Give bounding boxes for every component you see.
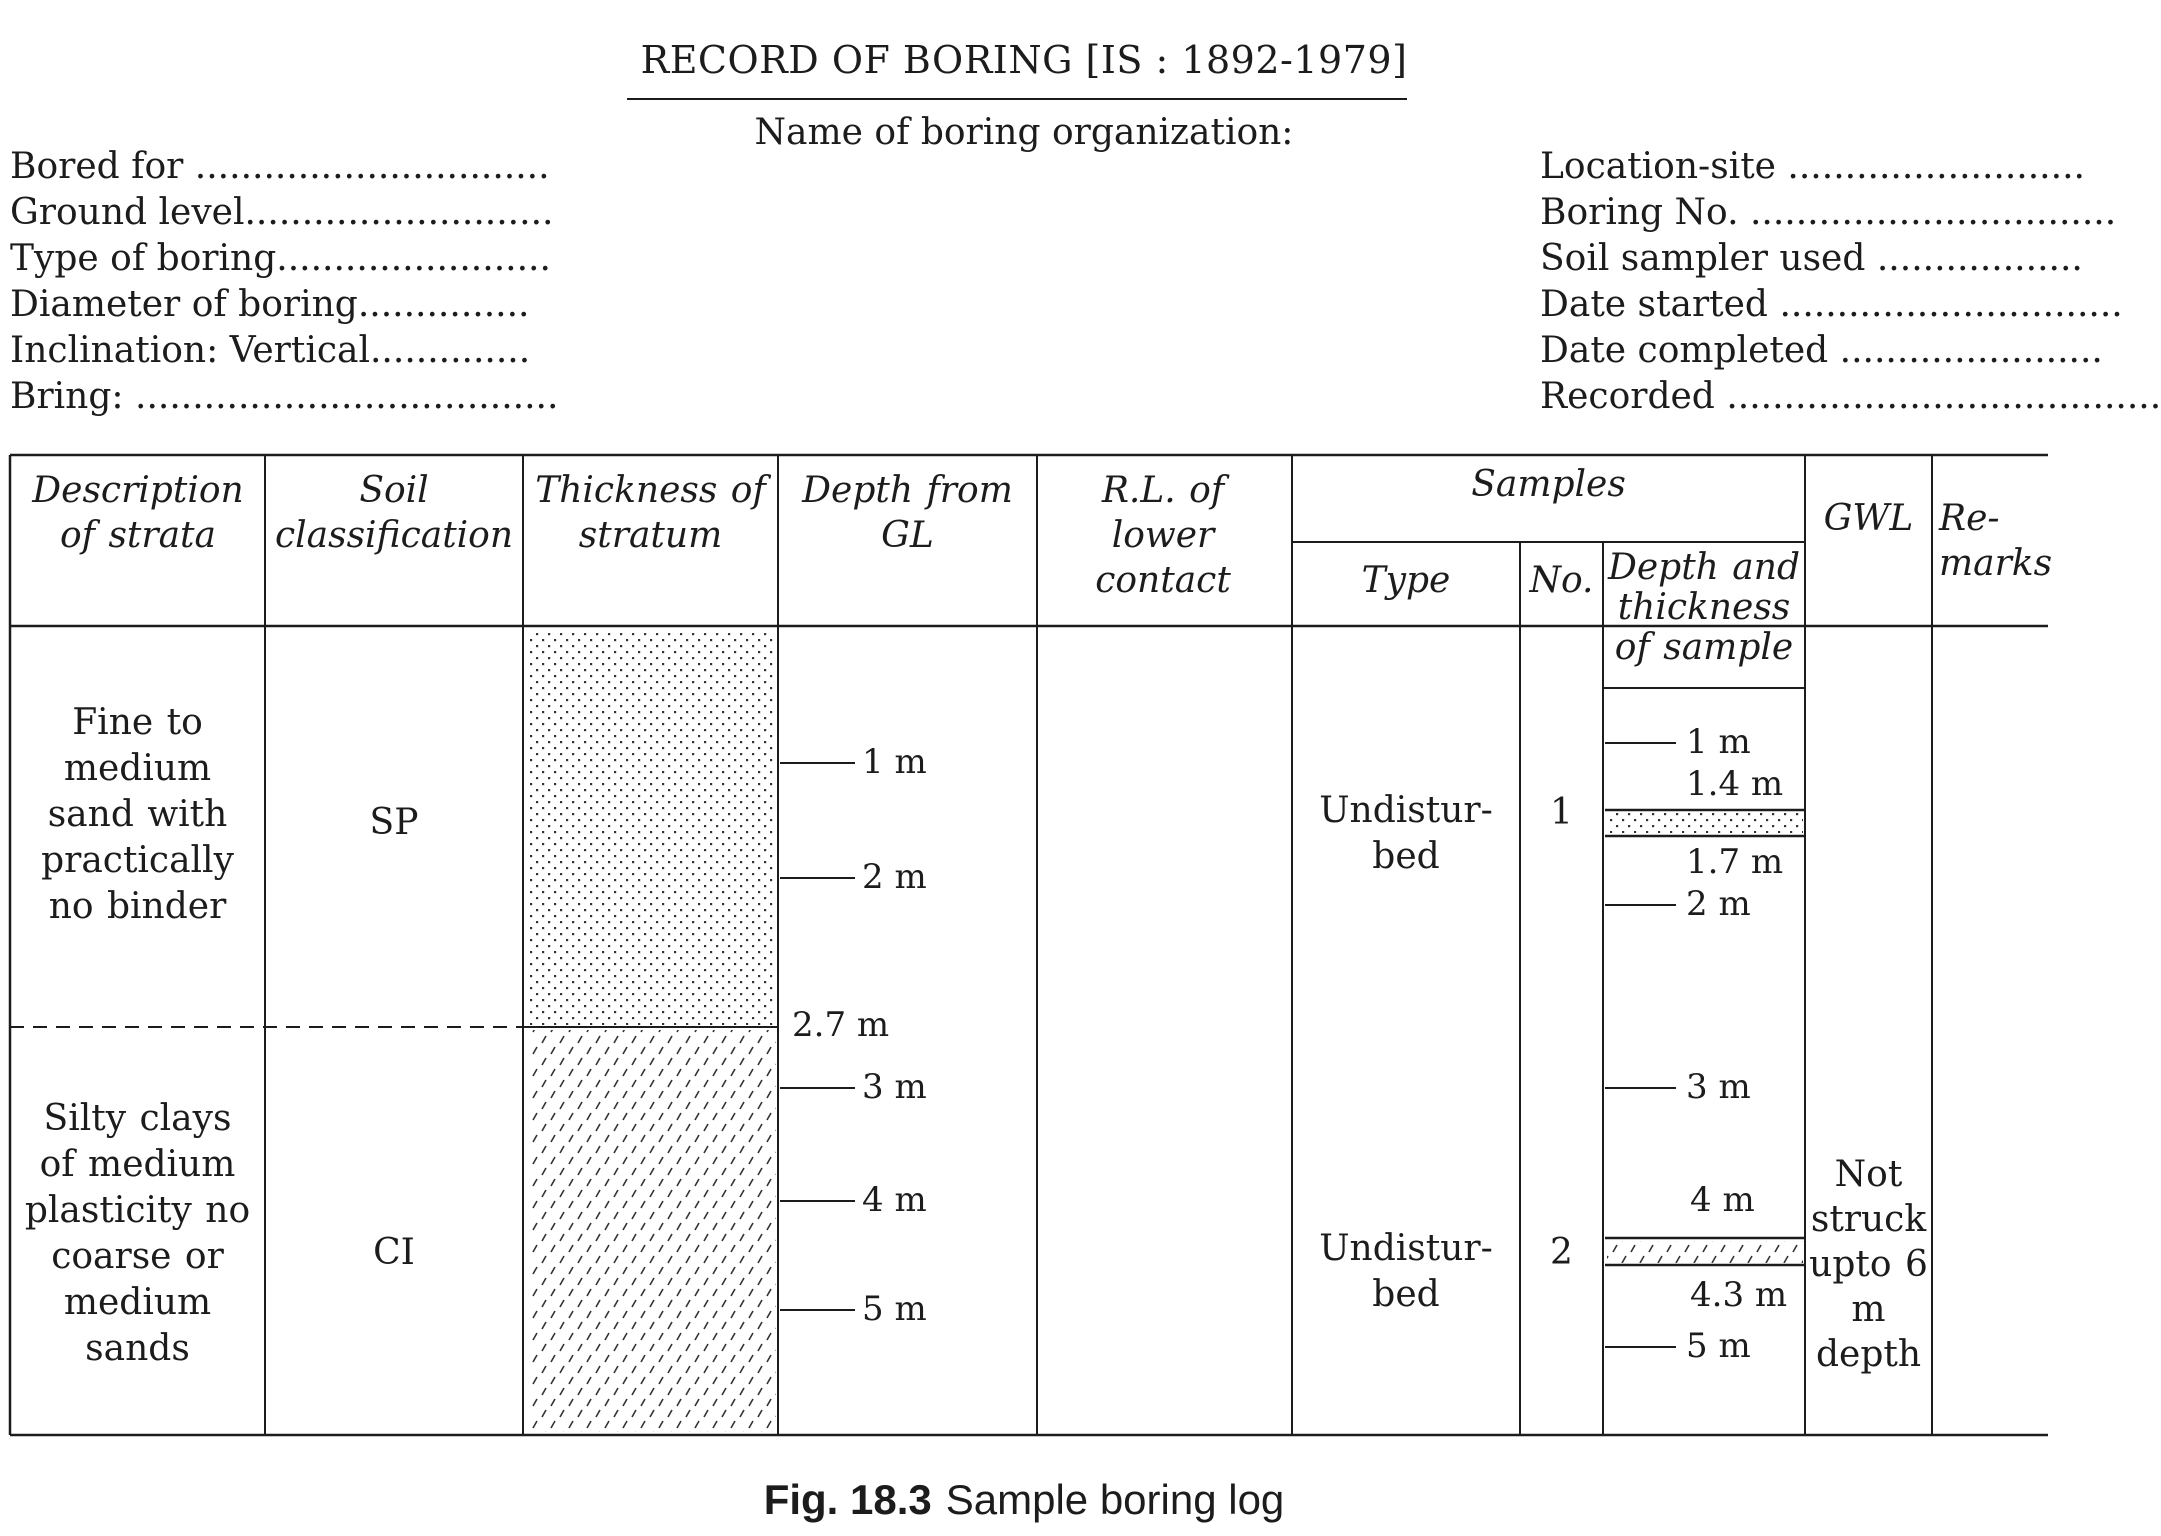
- header-soil-classification: Soil classification: [274, 470, 514, 556]
- field-recorded: Recorded ......................................: [1540, 376, 2161, 417]
- depth-mark: 2 m: [862, 857, 927, 897]
- field-ground-level: Ground level...........................: [10, 192, 554, 233]
- stratum-2-description: Silty clays of medium plasticity no coarse or medium sands: [24, 1098, 251, 1369]
- sample-2-top-depth: 4 m: [1690, 1180, 1755, 1220]
- sample-2-type: Undistur- bed: [1319, 1228, 1493, 1315]
- sample-2-bottom-depth: 4.3 m: [1690, 1275, 1788, 1315]
- stratum-boundary-depth: 2.7 m: [792, 1005, 890, 1045]
- stratum-1-description: Fine to medium sand with practically no binder: [41, 702, 234, 927]
- sample-1-no: 1: [1550, 792, 1573, 833]
- organization-label: Name of boring organization:: [754, 112, 1294, 153]
- header-type: Type: [1361, 560, 1451, 601]
- sample-2-no: 2: [1550, 1232, 1573, 1273]
- field-type-of-boring: Type of boring........................: [10, 238, 551, 279]
- depth-mark: 3 m: [862, 1067, 927, 1107]
- figure-caption: [0, 1476, 2048, 1524]
- sample-depth-mark: 3 m: [1686, 1067, 1751, 1107]
- depth-mark: 5 m: [862, 1289, 927, 1329]
- sample-1-bottom-depth: 1.7 m: [1686, 842, 1784, 882]
- field-inclination: Inclination: Vertical..............: [10, 330, 531, 371]
- field-soil-sampler: Soil sampler used ..................: [1540, 238, 2083, 279]
- stratum-1-classification: SP: [369, 802, 419, 843]
- field-location-site: Location-site ..........................: [1540, 146, 2085, 187]
- sample-1-type: Undistur- bed: [1319, 790, 1493, 877]
- sample-depth-mark: 5 m: [1686, 1326, 1751, 1366]
- figure-number: Fig. 18.3: [763, 1476, 932, 1523]
- header-rl: R.L. of lower contact: [1095, 470, 1231, 601]
- header-gwl: GWL: [1823, 498, 1914, 539]
- depth-mark: 1 m: [862, 742, 927, 782]
- field-bored-for: Bored for ...............................: [10, 146, 550, 187]
- header-remarks: Re- marks: [1939, 498, 2053, 584]
- figure-caption-text: Sample boring log: [945, 1476, 1285, 1523]
- header-samples: Samples: [1471, 464, 1626, 505]
- form-title: RECORD OF BORING [IS : 1892-1979]: [640, 38, 1408, 82]
- field-bring: Bring: .....................................: [10, 376, 559, 417]
- header-depth: Depth from GL: [802, 470, 1013, 556]
- sample-depth-mark: 2 m: [1686, 884, 1751, 924]
- field-diameter-of-boring: Diameter of boring...............: [10, 284, 530, 325]
- header-thickness: Thickness of stratum: [535, 470, 766, 556]
- gwl-value: Not struck upto 6 m depth: [1809, 1154, 1928, 1375]
- stratum-2-classification: CI: [373, 1232, 415, 1273]
- sample-depth-mark: 1 m: [1686, 722, 1751, 762]
- field-boring-no: Boring No. ................................: [1540, 192, 2117, 233]
- field-date-completed: Date completed .......................: [1540, 330, 2103, 371]
- header-sample-depth: Depth and thickness of sample: [1607, 547, 1800, 668]
- header-no: No.: [1529, 560, 1594, 601]
- field-date-started: Date started ..............................: [1540, 284, 2123, 325]
- sample-1-top-depth: 1.4 m: [1686, 764, 1784, 804]
- depth-mark: 4 m: [862, 1180, 927, 1220]
- header-description: Description of strata: [32, 470, 244, 556]
